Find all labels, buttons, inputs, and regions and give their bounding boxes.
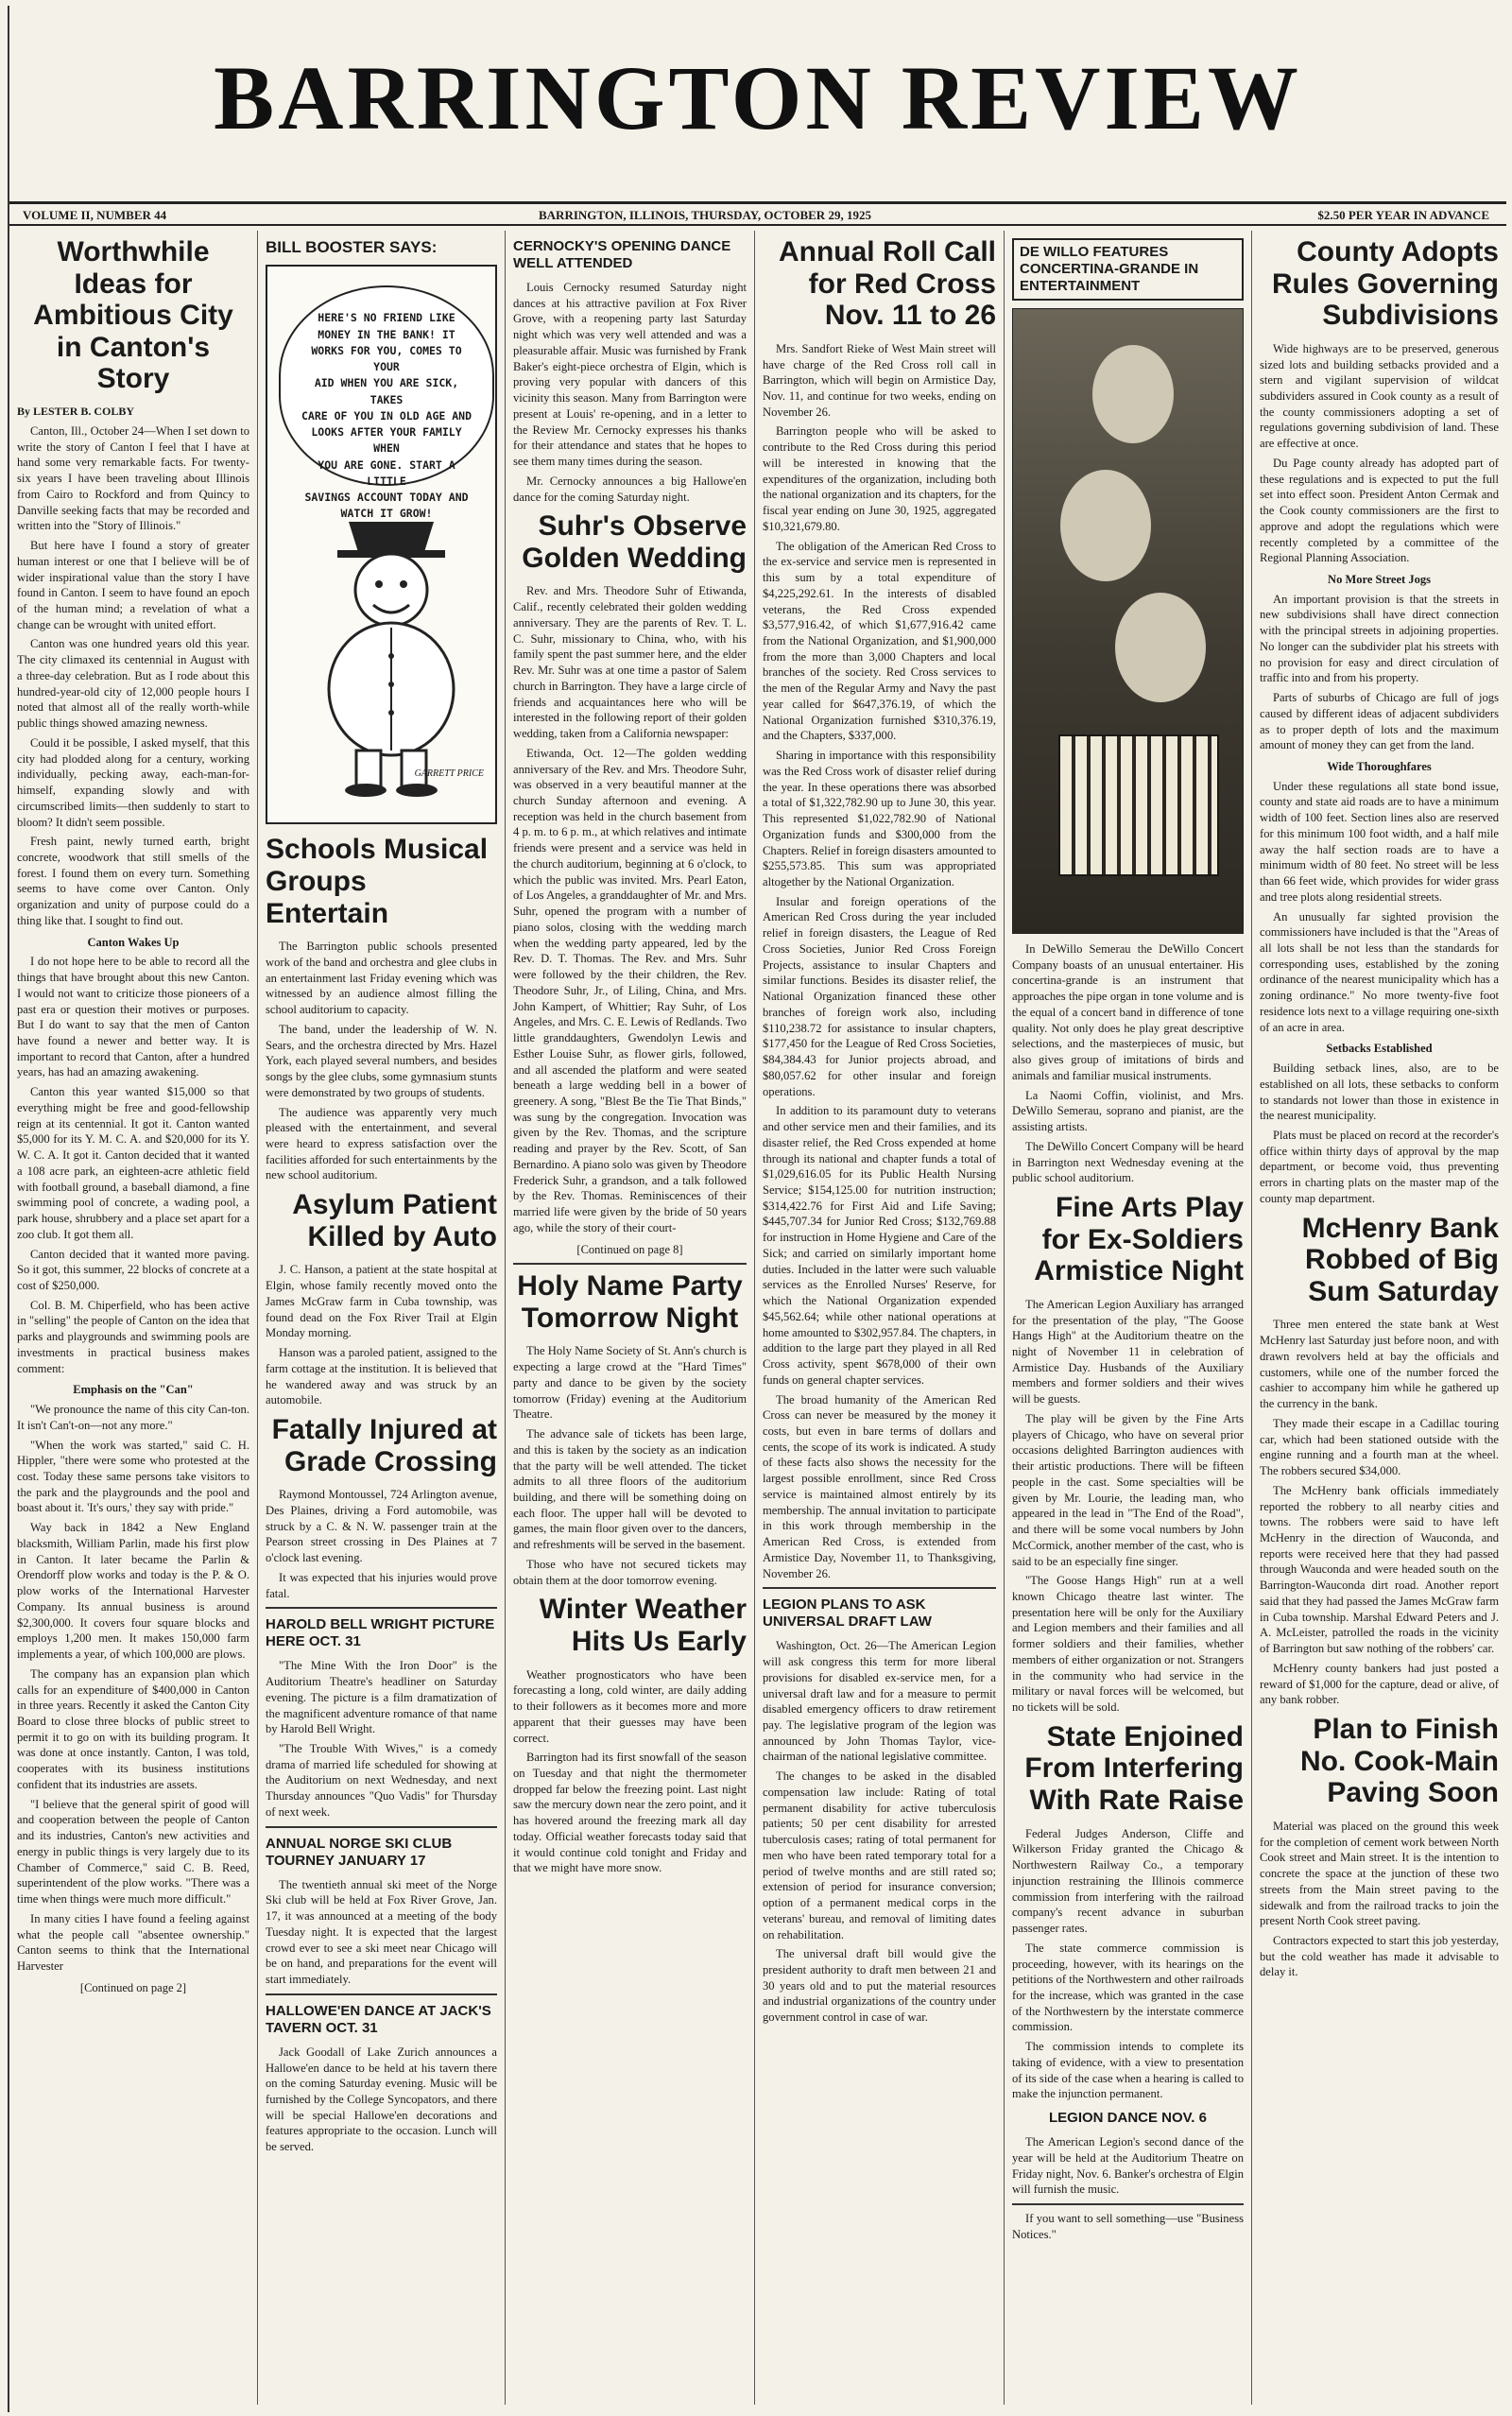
red-cross-body — [763, 341, 996, 1582]
cartoon-text-line: WORKS FOR YOU, COMES TO YOUR — [311, 343, 462, 374]
article-paragraph: Could it be possible, I asked myself, that this city had plodded along for a century, working individually, pecking away, each-man-for-himself, expanding slowly and with circumscribed limits—then suddenly to start to bloom? It didn't seem possible. — [17, 735, 249, 829]
article-paragraph: Mrs. Sandfort Rieke of West Main street will have charge of the Red Cross roll call in Barrington, which will begin on Armistice Day, Nov. 11, and continue for two weeks, ending on November 26. — [763, 341, 996, 419]
article-paragraph: It was expected that his injuries would prove fatal. — [266, 1570, 497, 1600]
cartoon-text-line: MONEY IN THE BANK! IT — [318, 327, 455, 341]
article-paragraph: The McHenry bank officials immediately reported the robbery to all nearby cities and towns. The robbers were said to have left McHenry in the direction of Wauconda, and reports were received here that they had passed through Wauconda and were headed south on the Barrington-Wauconda dirt road. Another report said that they had passed the James McGraw farm in Cuba township. Marshal Edward Peters and J. A. McLeister, patrolled the roads in the vicinity of Barrington but saw nothing of the robbers' car. — [1260, 1483, 1499, 1656]
article-paragraph: "The Goose Hangs High" run at a well known Chicago theatre last winter. The presentation here will be only for the Auxiliary and Legion members and their families and all former soldiers and their families, whether members of either organization or not. Strangers in the community who had service in the military or naval forces will be welcomed, but no tickets will be sold. — [1012, 1574, 1244, 1715]
article-paragraph: The audience was apparently very much pleased with the entertainment, and several were heard to express satisfaction over the facilities afforded for such entertainments by the new school auditorium. — [266, 1105, 497, 1182]
article-paragraph: The changes to be asked in the disabled compensation law include: Rating of total permanent disability for active tuberculosis patients; 50 per cent disability for arrested tuberculosis cases; rating of total permanent for men who have been rated temporary total for a period of twelve months and are still rated so; extension of period for insurance conversion; option of a permanent medical corps in the veterans' bureau, and removal of limiting dates on rehabilitation. — [763, 1769, 996, 1941]
article-paragraph: The broad humanity of the American Red Cross can never be measured by the money it costs, but even in bare terms of dollars and cents, the scope of its work is indicated. A study of these facts also shows the necessity for the largest possible enrollment, since Red Cross service is maintained almost entirely by its membership. The annual invitation to participate in this work through membership in the American Red Cross, is extended from Armistice Day, November 11, to Thanksgiving, November 26. — [763, 1392, 996, 1580]
schools-headline: Schools Musical Groups Entertain — [266, 834, 489, 929]
article-paragraph: La Naomi Coffin, violinist, and Mrs. DeWillo Semerau, soprano and pianist, are the assisting artists. — [1012, 1088, 1244, 1134]
fine-arts-headline: Fine Arts Play for Ex-Soldiers Armistice Night — [1034, 1192, 1244, 1287]
cartoon-text-line: SAVINGS ACCOUNT TODAY AND — [304, 491, 469, 505]
volume-number: VOLUME II, NUMBER 44 — [23, 208, 167, 222]
article-paragraph: Raymond Montoussel, 724 Arlington avenue, Des Plaines, driving a Ford automobile, was struck by a C. & N. W. passenger train at the Pearson street crossing in Des Plaines at 7 o'clock last evening. — [266, 1488, 497, 1565]
article-paragraph: "The Mine With the Iron Door" is the Auditorium Theatre's headliner on Saturday evening. The picture is a film dramatization of the magnificent adventure romance of that name by Harold Bell Wright. — [266, 1659, 497, 1736]
fine-arts-body — [1012, 1297, 1244, 1716]
article-paragraph: Washington, Oct. 26—The American Legion will ask congress this term for more liberal provisions for disabled ex-service men, for a universal draft law and for a measure to permit disabled emergency officers to draw retirement pay. The legislative program of the legion was announced by John Thomas Taylor, vice-chairman of the national legislative committee. — [763, 1639, 996, 1764]
article-paragraph: Barrington had its first snowfall of the season on Tuesday and that night the thermometer dropped far below the freezing point. Last night saw the mercury down near the zero point, and it has hovered around the freezing mark all day today. Official weather forecasts today said that it would continue cold tonight and Friday and that we might have more snow. — [513, 1751, 747, 1875]
article-paragraph: An unusually far sighted provision the commissioners have included is that the "Areas of all lots shall be not less than the standards for corresponding uses, established by the zoning ordinance of the nearest municipality which has a zoning ordinance." No more twenty-five foot residence lots next to a village requiring one-sixth of an acre in area. — [1260, 909, 1499, 1034]
article-paragraph: Building setback lines, also, are to be established on all lots, these setbacks to conform to standards not lower than those in existence in the nearest municipality. — [1260, 1061, 1499, 1123]
state-enjoined-body — [1012, 1826, 1244, 2102]
column-5 — [1004, 231, 1251, 2405]
newspaper-page — [8, 6, 1504, 2412]
halloween-headline: HALLOWE'EN DANCE AT JACK'S TAVERN OCT. 31 — [266, 2002, 491, 2036]
article-paragraph: The commission intends to complete its taking of evidence, with a view to presentation of its side of the case when a hearing is called to make the injunction permanent. — [1012, 2040, 1244, 2101]
article-paragraph: Canton this year wanted $15,000 so that everything might be free and good-fellowship reign at its centennial. It got it. Canton wanted $5,000 for its Y. M. C. A. and $20,000 for its Y. W. C. A. It got it. Canton decided that it wanted a 108 acre park, an eighteen-acre athletic field with football ground, a baseball diamond, a fine swimming pool of concrete, a wading pool, a park house, shrubbery and a place set apart for a zoo club. It got them all. — [17, 1085, 249, 1241]
article-paragraph: The American Legion Auxiliary has arranged for the presentation of the play, "The Goose Hangs High" at the Auditorium theatre on the night of November 11 in celebration of Armistice Day. Husbands of the Auxiliary members and former soldiers and their wives will be guests. — [1012, 1297, 1244, 1406]
article-paragraph: In DeWillo Semerau the DeWillo Concert Company boasts of an unusual entertainer. His concertina-grande is an instrument that approaches the pipe organ in tone volume and is the equal of a concert band in difference of tone quality. Not only does he play great descriptive selections, and the masterpieces of music, but also gives group of imitations of birds and animals and familiar musical instruments. — [1012, 942, 1244, 1082]
article-paragraph: Canton was one hundred years old this year. The city climaxed its centennial in August with a three-day celebration. But as I rode about this hundred-year-old city of 12,000 people hours I noted that almost all of the really worth-while public things showed amazing newness. — [17, 637, 249, 731]
canton-subhead-1: Canton Wakes Up — [87, 935, 180, 949]
canton-continued: [Continued on page 2] — [79, 1980, 187, 1994]
cartoon-text-line: YOU ARE GONE. START A LITTLE — [318, 457, 455, 488]
cartoon-text — [301, 310, 472, 522]
article-paragraph: Canton, Ill., October 24—When I set down to write the story of Canton I feel that I have at hand some very remarkable facts. For twenty-six years I have been traveling about Illinois from Cairo to Rockford and from Quincy to Danville seeking facts that may be recorded and written into the "Story of Illinois." — [17, 423, 249, 533]
article-paragraph: Weather prognosticators who have been forecasting a long, cold winter, are daily adding to their followers as it becomes more and more apparent that their guesses may have been correct. — [513, 1667, 747, 1745]
article-paragraph: The universal draft bill would give the president authority to draft men between 21 and 30 years old and to put the material resources and industrial organizations of the country under government control in case of war. — [763, 1947, 996, 2025]
county-subhead-2: Wide Thoroughfares — [1327, 760, 1432, 774]
cartoon-speech-bubble — [279, 285, 494, 521]
article-paragraph: "The Trouble With Wives," is a comedy drama of married life scheduled for showing at the Auditorium on next Wednesday, and next Thursday announces "Quo Vadis" for Thursday of next week. — [266, 1741, 497, 1819]
paving-body — [1260, 1819, 1499, 1980]
norge-body — [266, 1877, 497, 1988]
performer-face-middle — [1060, 470, 1151, 581]
canton-body — [17, 423, 249, 929]
holy-name-headline: Holy Name Party Tomorrow Night — [517, 1270, 743, 1334]
article-paragraph: Under these regulations all state bond issue, county and state aid roads are to have a minimum width of 100 feet. Section lines also are reserved for this minimum 100 foot width, and a half mile away the half section roads are to have a minimum width of 80 feet. No street will be less than 66 feet wide, which provides for wider grass and tree plots along residential streets. — [1260, 779, 1499, 904]
article-paragraph: Du Page county already has adopted part of these regulations and is expected to put the full set into effect soon. President Anton Cermak and the Cook county commissioners are the first to approve and adopt the regulations which were recently completed by a committee of the Regional Planning Association. — [1260, 456, 1499, 565]
column-6 — [1251, 231, 1506, 2405]
divider — [266, 1607, 497, 1609]
suhr-body — [513, 583, 747, 1235]
article-paragraph: The company has an expansion plan which calls for an expenditure of $400,000 in Canton in three years. Recently it asked the Canton City Board to close three blocks of public street to permit it to go on with its building program. It was done at once instantly. Canton, I was told, cooperates with its business institutions confident that its industries are assets. — [17, 1666, 249, 1791]
winter-body — [513, 1667, 747, 1877]
subscription-price: $2.50 PER YEAR IN ADVANCE — [1317, 208, 1489, 222]
article-paragraph: Sharing in importance with this responsibility was the Red Cross work of disaster relief during the year. In these operations there was absorbed a total of $1,322,782.90 up to June 30, this year. This represented $1,022,782.90 of National Organization funds and $300,000 from the Chapters. Relief in foreign disasters amounted to $255,573.85. This sum was appropriated altogether by the National Organization. — [763, 749, 996, 889]
article-paragraph: Jack Goodall of Lake Zurich announces a Hallowe'en dance to be held at his tavern there on the coming Saturday evening. Music will be furnished by the College Syncopators, and there will be special Hallowe'en decorations and features appropriate to the occasion. Lunch will be served. — [266, 2045, 497, 2154]
asylum-body — [266, 1262, 497, 1408]
county-subhead-1: No More Street Jogs — [1328, 573, 1431, 587]
county-body-4 — [1260, 1061, 1499, 1207]
article-paragraph: McHenry county bankers had just posted a reward of $1,000 for the capture, dead or alive, of any bank robber. — [1260, 1661, 1499, 1707]
article-paragraph: Col. B. M. Chiperfield, who has been active in "selling" the people of Canton on the idea that parks and playgrounds and swimming pools are investments in practical business makes comment: — [17, 1298, 249, 1375]
masthead: BARRINGTON REVIEW — [214, 47, 1302, 148]
article-paragraph: "When the work was started," said C. H. Hippler, "there were some who protested at the cost. Today these same persons take visitors to the park and the playgrounds and the pool and boast about it. 'It's ours,' they say with pride." — [17, 1438, 249, 1515]
red-cross-headline: Annual Roll Call for Red Cross Nov. 11 to 26 — [778, 236, 996, 332]
concertina-icon — [1058, 734, 1219, 876]
column-4 — [754, 231, 1004, 2405]
article-paragraph: Federal Judges Anderson, Cliffe and Wilkerson Friday granted the Chicago & Northwestern Railway Co., a temporary injunction restraining the Illinois commerce commission from interfering with the railroad company's recent advance in suburban passenger rates. — [1012, 1826, 1244, 1936]
article-paragraph: Three men entered the state bank at West McHenry last Saturday just before noon, and with drawn revolvers held at bay the officials and customers, while one of the number forced the cashier to accompany him while he gathered up the currency in the bank. — [1260, 1318, 1499, 1411]
article-paragraph: In addition to its paramount duty to veterans and other service men and their families, and its disaster relief, the Red Cross expended at home through its national and chapter funds a total of $1,029,616.05 for its Public Health Nursing Service; $154,125.00 for nutrition instruction; $314,422.76 for First Aid and Life Saving; $445,707.34 for Junior Red Cross; $132,769.88 for instruction in Home Hygiene and Care of the Sick; and carried on similarly important home duties. Included in the latter were such valuable services as the Enrolled Nurses' Reserve, for which the National Organization expended $45,562.64; while other national operations at home amounted to $302,957.84. The chapters, in addition to the large part they played in all Red Cross activity, spent $678,000 of their own funds on general chapter services. — [763, 1104, 996, 1387]
article-paragraph: "We pronounce the name of this city Can-ton. It isn't Can't-on—not any more." — [17, 1403, 249, 1432]
mchenry-headline: McHenry Bank Robbed of Big Sum Saturday — [1301, 1212, 1499, 1307]
article-paragraph: I do not hope here to be able to record all the things that have brought about this new Canton. I would not want to criticize those pioneers of a past era or question their motives or purposes. But I do want to say that the men of Canton have found a newer and better way. It is important to record that Canton, after a hundred years, has had an amazing awakening. — [17, 955, 249, 1079]
article-paragraph: Barrington people who will be asked to contribute to the Red Cross during this period will be interested in knowing that the expenditures of the organization, including both the national organization and its chapters, for the fiscal year ending on June 30, 1925, aggregated $10,321,679.80. — [763, 424, 996, 533]
article-paragraph: Rev. and Mrs. Theodore Suhr of Etiwanda, Calif., recently celebrated their golden wedding anniversary. They are the parents of Rev. T. L. C. Suhr, missionary to China, who, with his family spent the past summer here, and the elder Rev. Mr. Suhr was at one time a pastor of Salem church in Barrington. They have a large circle of friends and acquaintances here who will be interested in the following report of their golden wedding, taken from a California newspaper: — [513, 584, 747, 741]
halloween-body — [266, 2045, 497, 2155]
article-paragraph: Wide highways are to be preserved, generous sized lots and building setbacks provided and a stern and vigilant supervision of wildcat subdividers assured in Cook county as a result of the county commissioners adopting a set of regulations governing subdivision of land. These are effective at once. — [1260, 341, 1499, 451]
divider — [266, 1993, 497, 1995]
column-1 — [9, 231, 257, 2405]
divider — [763, 1587, 996, 1589]
cartoon-text-line: AID WHEN YOU ARE SICK, TAKES — [314, 376, 459, 406]
cernocky-headline: CERNOCKY'S OPENING DANCE WELL ATTENDED — [513, 238, 731, 271]
dewillo-headline: DE WILLO FEATURES CONCERTINA-GRANDE IN ENTERTAINMENT — [1012, 238, 1244, 301]
harold-body — [266, 1658, 497, 1820]
article-paragraph: Fresh paint, newly turned earth, bright concrete, woodwork that still smells of the forest. I found them on every turn. Something seems to have come over Canton. Only organization and unity of purpose could do a thing like that. I sought to find out. — [17, 835, 249, 927]
canton-byline: By LESTER B. COLBY — [17, 404, 135, 418]
article-paragraph: The Holy Name Society of St. Ann's church is expecting a large crowd at the "Hard Times" party and dance to be given by the society tomorrow (Friday) evening at the Auditorium Theatre. — [513, 1344, 747, 1422]
article-paragraph: Parts of suburbs of Chicago are full of jogs caused by different ideas of adjacent subdividers as to proper depth of lots and the maximum amount of money they can get from the land. — [1260, 691, 1499, 752]
dateline — [9, 201, 1506, 226]
canton-body-2 — [17, 954, 249, 1376]
article-paragraph: J. C. Hanson, a patient at the state hospital at Elgin, whose family recently moved onto the James McGraw farm in Cuba township, was found dead on the Fox River Trail at Elgin Monday morning. — [266, 1263, 497, 1340]
article-paragraph: The play will be given by the Fine Arts players of Chicago, who have on several prior occasions delighted Barrington audiences with their artistic productions. There will be fifteen people in the cast. Some specialties will be given by Mr. Lourie, the leading man, who appeared in the lead in "The End of the Road", and there will be some vocal numbers by John McCormick, another member of the cast, who is said to be an especially fine singer. — [1012, 1411, 1244, 1568]
article-paragraph: Plats must be placed on record at the recorder's office within thirty days of approval by the map department, or become void, thus preventing errors in charting plats on the master map of the county map department. — [1260, 1128, 1499, 1205]
place-date: BARRINGTON, ILLINOIS, THURSDAY, OCTOBER 29, 1925 — [539, 208, 871, 222]
performer-face-bottom — [1115, 593, 1206, 702]
cartoon-text-line: CARE OF YOU IN OLD AGE AND — [301, 408, 472, 423]
cartoonist-signature: GARRETT PRICE — [414, 768, 484, 780]
suhr-headline: Suhr's Observe Golden Wedding — [522, 510, 747, 574]
article-paragraph: Material was placed on the ground this week for the completion of cement work between North Cook street and Main street. It is the intention to concrete the space at the junction of these two streets from the Main street paving to the sidewalk and from the railroad tracks to join the present North Cook street paving. — [1260, 1819, 1499, 1928]
cartoon-text-line: HERE'S NO FRIEND LIKE — [318, 311, 455, 325]
county-body-2 — [1260, 592, 1499, 753]
bill-booster-figure-icon — [311, 514, 472, 798]
article-paragraph: They made their escape in a Cadillac touring car, which had been stationed outside with the engine running and a fourth man at the wheel. The robbers secured $34,000. — [1260, 1416, 1499, 1478]
county-body-3 — [1260, 779, 1499, 1036]
harold-headline: HAROLD BELL WRIGHT PICTURE HERE OCT. 31 — [266, 1616, 495, 1650]
article-paragraph: In many cities I have found a feeling against what the people call "absentee ownership." Canton seems to think that the International Harvester — [17, 1911, 249, 1973]
dewillo-photo — [1012, 308, 1244, 934]
article-paragraph: Etiwanda, Oct. 12—The golden wedding anniversary of the Rev. and Mrs. Theodore Suhr, was observed in a very beautiful manner at the church Sunday afternoon and evening. A reception was held in the church basement from 4 p. m. to 6 p. m., at which relatives and intimate friends were present and a service was held in the church auditorium, beginning at 6 o'clock, to which the public was invited. Mrs. Pearl Eaton, of Los Angeles, a granddaughter of Mr. and Mrs. Suhr, opened the program with a number of piano solos, closing with the wedding march when the wedding party appeared, led by the Rev. D. T. Thomas. The Rev. and Mrs. Suhr were followed by the their children, the Rev. Theodore Suhr, Jr., of Liling, China, and Mrs. John Kampert, of Whittier; Ray Suhr, of Los Angeles, and Mrs. C. E. Lewis of Redlands. Two little granddaughters, Gwendolyn Lewis and Esther Louise Suhr, as flower girls, followed, and all ascended the platform and were seated beneath a large wedding bell in a bower of greenery. A song, "Blest Be the Tie That Binds," was sung by the congregation. Invocation was given by the Rev. Thomas, and the scripture reading and prayer by the Rev. Scott, of San Bernardino. A piano solo was given by Theodore Frederick Suhr, a grandson, and a talk followed by the Rev. Thomas. Reminiscences of their married life were given by the bride of 50 years ago, while the story of their court- — [513, 746, 747, 1234]
article-paragraph: The twentieth annual ski meet of the Norge Ski club will be held at Fox River Grove, Jan. 17, it was announced at a meeting of the body Tuesday night. It is expected that the largest crowd ever to see a ski meet near Chicago will be on hand, and preparations for the event will start immediately. — [266, 1877, 497, 1987]
article-paragraph: The obligation of the American Red Cross to the ex-service and service men is represented in this sum by a total expenditure of $4,225,292.61. In the interests of disabled veterans, the Red Cross expended $3,577,916.42, of which $1,677,916.42 came from the National Organization, and $1,900,000 from the more than 3,000 Chapters and local branches of the society. Red Cross services to the men of the Regular Army and Navy the past year called for $647,376.19, of which the National Organization furnished $310,376.19, and the Chapters, $337,000. — [763, 539, 996, 743]
article-paragraph: Way back in 1842 a New England blacksmith, William Parlin, made his first plow in Canton. It later became the Parlin & Orendorff plow works and today is the P. & O. plow works of the International Harvester Company. Its annual business is around $2,300,000. It covers four square blocks and employs 1,200 men. It makes 150,000 farm implements a year, of which 100,000 are plows. — [17, 1521, 249, 1662]
article-paragraph: An important provision is that the streets in new subdivisions shall have direct connection with the principal streets in adjoining properties. No longer can the subdivider plat his streets with no provision for easy and direct circulation of traffic into and from his property. — [1260, 592, 1499, 685]
cartoon-text-line: WATCH IT GROW! — [340, 507, 433, 521]
article-paragraph: The DeWillo Concert Company will be heard in Barrington next Wednesday evening at the public school auditorium. — [1012, 1139, 1244, 1185]
column-2 — [257, 231, 505, 2405]
bill-booster-cartoon — [266, 265, 497, 824]
article-paragraph: The American Legion's second dance of the year will be held at the Auditorium Theatre on Friday night, Nov. 6. Banker's orchestra of Elgin will furnish the music. — [1012, 2135, 1244, 2197]
article-paragraph: Mr. Cernocky announces a big Hallowe'en dance for the coming Saturday night. — [513, 474, 747, 504]
county-subhead-3: Setbacks Established — [1326, 1042, 1433, 1056]
article-paragraph: The band, under the leadership of W. N. Sears, and the orchestra directed by Mrs. Hazel York, each played several numbers, and besides songs by the glee clubs, some gymnasium stunts were demonstrated by two groups of students. — [266, 1022, 497, 1099]
article-paragraph: Louis Cernocky resumed Saturday night dances at his attractive pavilion at Fox River Grove, with a reopening party last Saturday night which was very well attended and was a pleasurable affair. Music was furnished by Frank Baker's eight-piece orchestra of Elgin, which is proving very popular with dancers of this vicinity this season. Many from Barrington were present at Louis' re-opening, and in a letter to the Review Mr. Cernocky expresses his thanks for their attendance and states that he hopes to see them many times during the season. — [513, 281, 747, 469]
article-paragraph: "I believe that the general spirit of good will and cooperation between the people of Canton and its industries, Canton's new activities and energy in public things is very largely due to its Chamber of Commerce," said C. B. Reed, superintendent of the plow works. "There was a time when things were much more difficult." — [17, 1797, 249, 1907]
cernocky-body — [513, 280, 747, 505]
column-3 — [505, 231, 754, 2405]
business-notice: If you want to sell something—use "Business Notices." — [1012, 2212, 1244, 2241]
article-paragraph: The Barrington public schools presented work of the band and orchestra and glee clubs in an entertainment last Friday evening which was witnessed by an audience almost filling the school auditorium to capacity. — [266, 940, 497, 1017]
divider — [266, 1826, 497, 1828]
legion-draft-body — [763, 1638, 996, 2026]
article-paragraph: Contractors expected to start this job yesterday, but the cold weather has made it advisable to delay it. — [1260, 1933, 1499, 1979]
article-paragraph: Hanson was a paroled patient, assigned to the farm cottage at the institution. It is believed that he wandered away and was struck by an automobile. — [266, 1346, 497, 1407]
paving-headline: Plan to Finish No. Cook-Main Paving Soon — [1300, 1714, 1499, 1809]
county-headline: County Adopts Rules Governing Subdivisions — [1271, 236, 1499, 332]
article-paragraph: The state commerce commission is proceeding, however, with its hearings on the petitions of the Northwestern and other railroads for the increase, which was granted in the case of the Northwestern by the interstate commerce commission. — [1012, 1941, 1244, 2034]
schools-body — [266, 939, 497, 1183]
fatally-headline: Fatally Injured at Grade Crossing — [271, 1413, 497, 1477]
mchenry-body — [1260, 1317, 1499, 1708]
county-body — [1260, 341, 1499, 566]
canton-headline: Worthwhile Ideas for Ambitious City in Canton's Story — [33, 236, 233, 395]
article-paragraph: But here have I found a story of greater human interest or one that I believe will be of wider inspirational value than the story I have found in Canton. I seem to have found an epoch of the human mind; a revelation of what a change can be wrought with united effort. — [17, 539, 249, 631]
canton-subhead-2: Emphasis on the "Can" — [73, 1383, 194, 1397]
holy-name-body — [513, 1343, 747, 1588]
legion-dance-headline: LEGION DANCE NOV. 6 — [1049, 2110, 1207, 2127]
asylum-headline: Asylum Patient Killed by Auto — [292, 1189, 497, 1252]
performer-face-top — [1092, 345, 1174, 443]
cartoon-text-line: LOOKS AFTER YOUR FAMILY WHEN — [311, 425, 462, 456]
suhr-continued: [Continued on page 8] — [576, 1242, 683, 1256]
winter-headline: Winter Weather Hits Us Early — [539, 1594, 747, 1657]
fatally-body — [266, 1487, 497, 1601]
norge-headline: ANNUAL NORGE SKI CLUB TOURNEY JANUARY 17 — [266, 1835, 453, 1869]
dewillo-body — [1012, 941, 1244, 1186]
cartoon-title: BILL BOOSTER SAYS: — [266, 238, 438, 256]
article-paragraph: Those who have not secured tickets may obtain them at the door tomorrow evening. — [513, 1557, 747, 1587]
state-enjoined-headline: State Enjoined From Interfering With Rate Raise — [1024, 1720, 1244, 1817]
legion-draft-headline: LEGION PLANS TO ASK UNIVERSAL DRAFT LAW — [763, 1596, 932, 1631]
divider — [1012, 2203, 1244, 2205]
canton-body-3 — [17, 1402, 249, 1975]
divider — [513, 1263, 747, 1265]
article-paragraph: Canton decided that it wanted more paving. So it got, this summer, 22 blocks of concrete at a cost of $250,000. — [17, 1247, 249, 1292]
article-paragraph: The advance sale of tickets has been large, and this is taken by the society as an indication that the party will be well attended. The ticket admits to all three floors of the auditorium building, and there will be something doing on each floor. The upper hall will be devoted to games, the main floor given over to the dancers, and refreshments will be served in the basement. — [513, 1427, 747, 1552]
legion-dance-body — [1012, 2134, 1244, 2198]
article-paragraph: Insular and foreign operations of the American Red Cross during the year included relief in foreign disasters, the League of Red Cross Societies, Junior Red Cross Foreign Projects, assistance to insular Chapters and similar functions. Besides its disaster relief, the National Organization financed these other branches of foreign work also, including $110,238.72 for assistance to insular chapters, $177,450 for the League of Red Cross Societies, $84,384.43 for Junior projects abroad, and $80,057.62 for other insular and foreign operations. — [763, 894, 996, 1098]
